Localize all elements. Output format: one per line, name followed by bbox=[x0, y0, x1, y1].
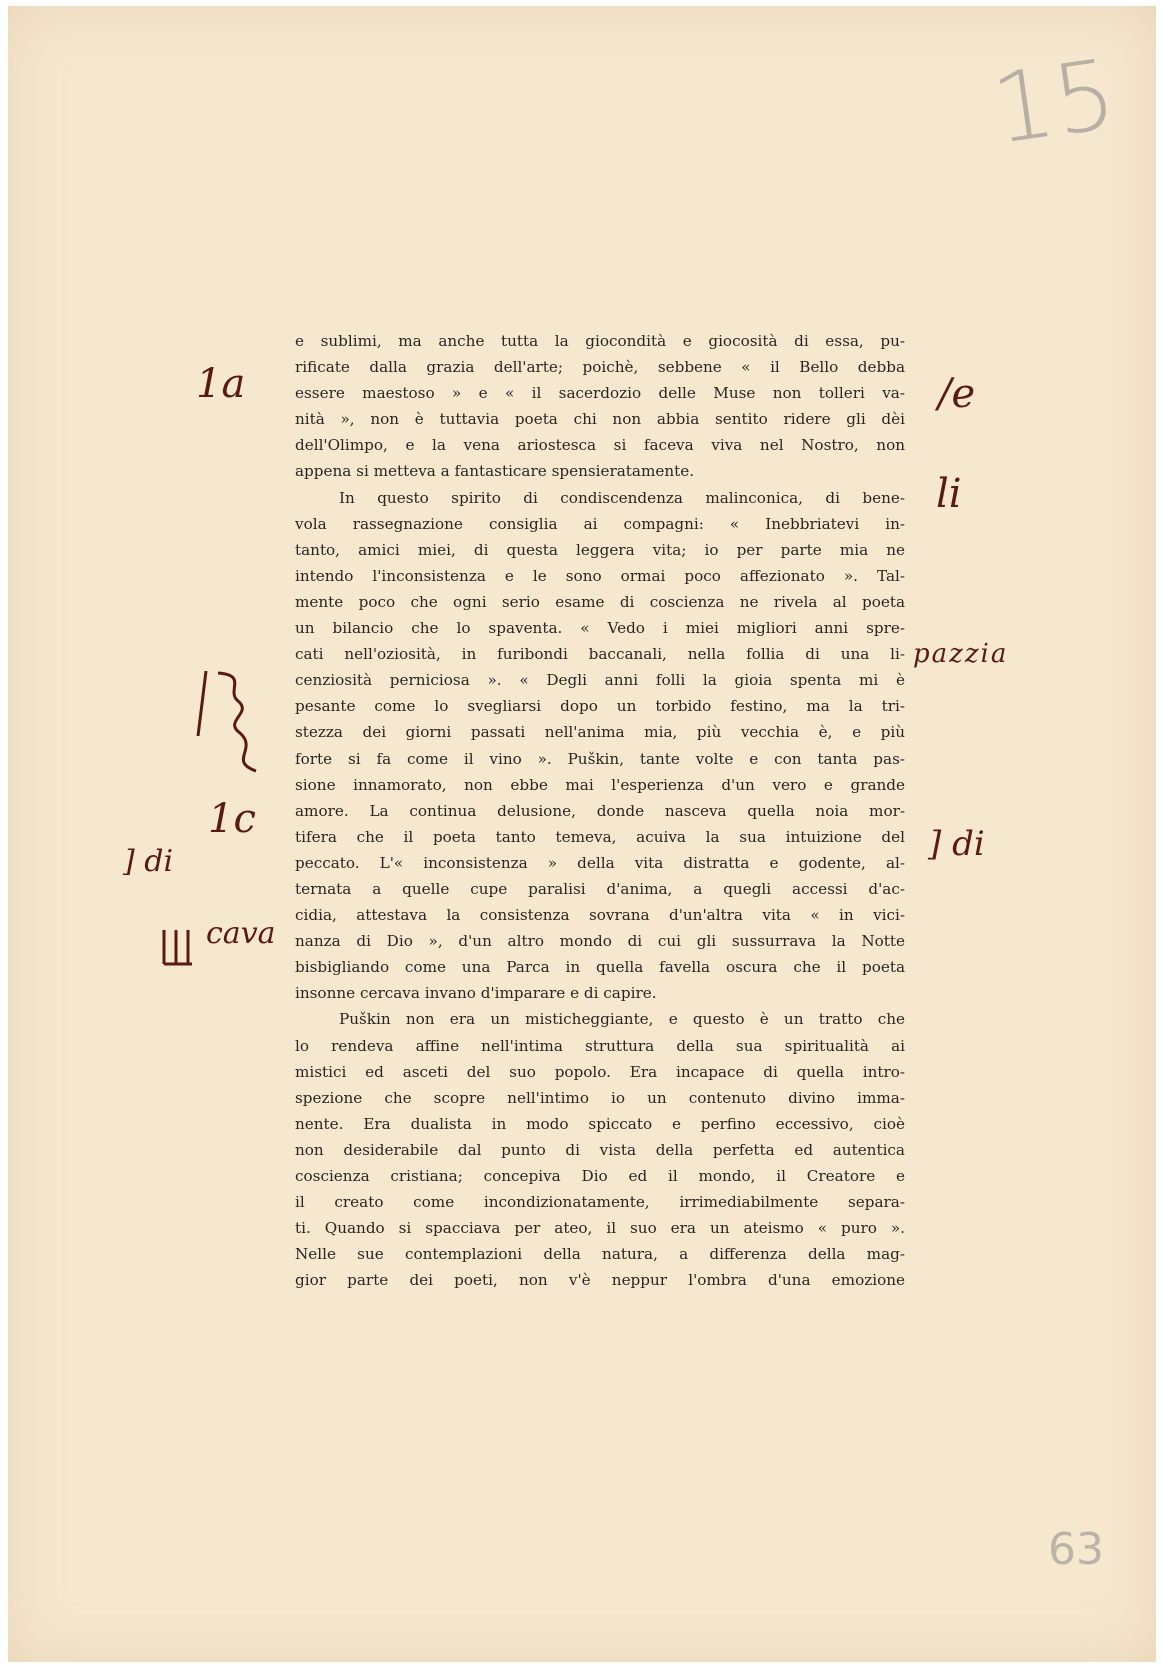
text-line: Nelle sue contemplazioni della natura, a differenza della mag- bbox=[295, 1245, 905, 1264]
text-line: essere maestoso » e « il sacerdozio delle Muse non tolleri va- bbox=[295, 384, 905, 403]
text-line: ti. Quando si spacciava per ateo, il suo era un ateismo « puro ». bbox=[295, 1219, 905, 1238]
text-line: rificate dalla grazia dell'arte; poichè, sebbene « il Bello debba bbox=[295, 358, 905, 377]
text-line: nente. Era dualista in modo spiccato e perfino eccessivo, cioè bbox=[295, 1114, 905, 1133]
text-line: forte si fa come il vino ». Puškin, tante volte e con tanta pas- bbox=[295, 749, 905, 768]
text-line: pesante come lo svegliarsi dopo un torbido festino, ma la tri- bbox=[295, 697, 905, 716]
text-line: mente poco che ogni serio esame di coscienza ne rivela al poeta bbox=[295, 592, 905, 611]
margin-mark-transpose bbox=[178, 661, 288, 781]
text-line: il creato come incondizionatamente, irrimediabilmente separa- bbox=[295, 1193, 905, 1212]
margin-note-cava: cava bbox=[206, 916, 276, 951]
margin-note-left-di: ] di bbox=[123, 844, 174, 879]
text-line: cati nell'oziosità, in furibondi baccanali, nella follia di una li- bbox=[295, 645, 905, 664]
text-line: nanza di Dio », d'un altro mondo di cui gli sussurrava la Notte bbox=[295, 932, 905, 951]
margin-note-right-di: ] di bbox=[928, 824, 985, 864]
text-line: sione innamorato, non ebbe mai l'esperienza d'un vero e grande bbox=[295, 775, 905, 794]
text-line: amore. La continua delusione, donde nasceva quella noia mor- bbox=[295, 801, 905, 820]
page-number-bottom: 63 bbox=[1048, 1524, 1104, 1575]
text-line: nità », non è tuttavia poeta chi non abbia sentito ridere gli dèi bbox=[295, 410, 905, 429]
text-line: peccato. L'« inconsistenza » della vita distratta e godente, al- bbox=[295, 853, 905, 872]
text-line: dell'Olimpo, e la vena ariostesca si faceva viva nel Nostro, non bbox=[295, 436, 905, 455]
margin-note-1a: 1a bbox=[196, 361, 246, 407]
text-line: tanto, amici miei, di questa leggera vita; io per parte mia ne bbox=[295, 540, 905, 559]
text-line: non desiderabile dal punto di vista della perfetta ed autentica bbox=[295, 1140, 905, 1159]
body-text bbox=[295, 328, 905, 1293]
margin-note-pazzia: pazzia bbox=[913, 639, 1009, 669]
margin-note-1c: 1c bbox=[208, 796, 256, 842]
text-line: intendo l'inconsistenza e le sono ormai poco affezionato ». Tal- bbox=[295, 566, 905, 585]
text-line: lo rendeva affine nell'intima struttura della sua spiritualità ai bbox=[295, 1036, 905, 1055]
text-line: vola rassegnazione consiglia ai compagni: « Inebbriatevi in- bbox=[295, 514, 905, 533]
text-line: coscienza cristiana; concepiva Dio ed il mondo, il Creatore e bbox=[295, 1167, 905, 1185]
text-line: bisbigliando come una Parca in quella favella oscura che il poeta bbox=[295, 958, 905, 977]
text-line: tifera che il poeta tanto temeva, acuiva la sua intuizione del bbox=[295, 827, 905, 846]
text-line: insonne cercava invano d'imparare e di capire. bbox=[295, 984, 657, 1003]
text-line: spezione che scopre nell'intimo io un contenuto divino imma- bbox=[295, 1088, 905, 1107]
page-number-top: 15 bbox=[985, 38, 1123, 166]
text-line: gior parte dei poeti, non v'è neppur l'ombra d'una emozione bbox=[295, 1271, 905, 1290]
margin-note-1e: /e bbox=[938, 371, 976, 417]
text-line: In questo spirito di condiscendenza malinconica, di bene- bbox=[339, 488, 905, 507]
text-line: cidia, attestava la consistenza sovrana d'un'altra vita « in vici- bbox=[295, 906, 905, 925]
text-line: un bilancio che lo spaventa. « Vedo i miei migliori anni spre- bbox=[295, 619, 905, 638]
text-line: Puškin non era un misticheggiante, e questo è un tratto che bbox=[339, 1010, 905, 1029]
text-line: mistici ed asceti del suo popolo. Era incapace di quella intro- bbox=[295, 1062, 905, 1081]
margin-note-li: li bbox=[936, 471, 962, 517]
text-line: appena si metteva a fantasticare spensieratamente. bbox=[295, 462, 695, 481]
text-line: stezza dei giorni passati nell'anima mia, più vecchia è, e più bbox=[295, 723, 905, 742]
text-line: e sublimi, ma anche tutta la giocondità e giocosità di essa, pu- bbox=[295, 332, 905, 350]
document-page bbox=[8, 6, 1156, 1662]
text-line: cenziosità perniciosa ». « Degli anni folli la gioia spenta mi è bbox=[295, 671, 905, 690]
text-line: ternata a quelle cupe paralisi d'anima, a quegli accessi d'ac- bbox=[295, 879, 905, 898]
